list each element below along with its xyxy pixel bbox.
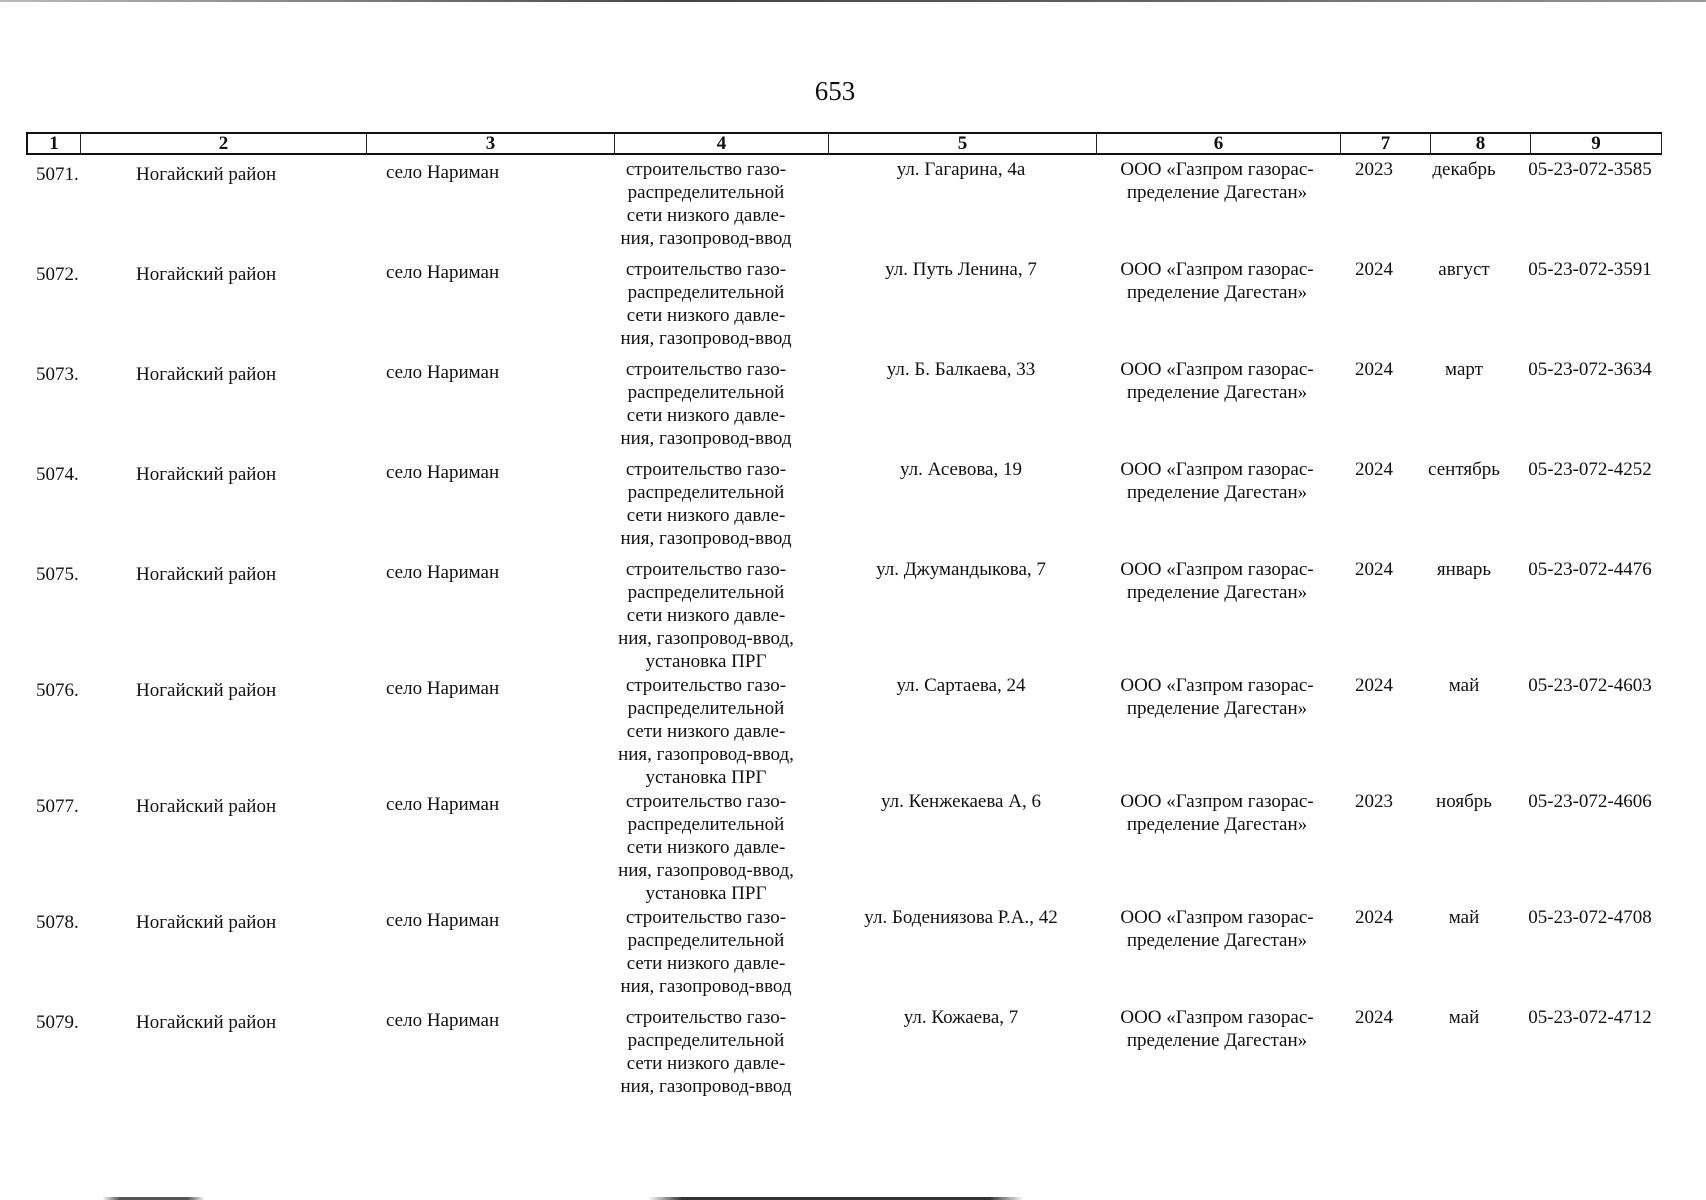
organization-line: ООО «Газпром газорас- [1120,907,1314,928]
work-cell [586,674,826,789]
work-line: сети низкого давле- [626,205,786,226]
month-cell: сентябрь [1428,459,1500,480]
row-number: 5075. [36,564,79,585]
code-cell: 05-23-072-3591 [1528,259,1652,280]
work-line: ния, газопровод-ввод [620,328,792,349]
organization-line: ООО «Газпром газорас- [1120,259,1314,280]
organization-cell [1092,906,1342,952]
month-cell: май [1448,907,1480,928]
work-line: строительство газо- [625,359,787,380]
row-number: 5077. [36,796,79,817]
row-number: 5074. [36,464,79,485]
row-number: 5076. [36,680,79,701]
work-line: сети низкого давле- [626,1053,786,1074]
code-cell: 05-23-072-4603 [1528,675,1652,696]
work-cell [586,906,826,998]
work-line: распределительной [627,1030,785,1051]
district-cell: Ногайский район [136,796,277,817]
row-number: 5079. [36,1012,79,1033]
work-cell [586,1006,826,1098]
organization-line: пределение Дагестан» [1126,282,1308,303]
village-cell: село Нариман [386,1010,500,1031]
district-cell: Ногайский район [136,680,277,701]
work-cell [586,358,826,450]
month-cell: март [1445,359,1483,380]
work-line: распределительной [627,930,785,951]
organization-line: пределение Дагестан» [1126,382,1308,403]
address-cell: ул. Б. Балкаева, 33 [886,359,1036,380]
year-cell: 2024 [1355,907,1393,928]
work-line: распределительной [627,482,785,503]
month-cell: май [1448,675,1480,696]
column-header-3: 3 [366,134,614,153]
organization-line: ООО «Газпром газорас- [1120,791,1314,812]
organization-line: ООО «Газпром газорас- [1120,159,1314,180]
work-line: ния, газопровод-ввод [620,228,792,249]
district-cell: Ногайский район [136,912,277,933]
work-line: установка ПРГ [645,767,767,788]
column-header-8: 8 [1430,134,1530,153]
organization-cell [1092,158,1342,204]
address-cell: ул. Асевова, 19 [900,459,1022,480]
column-header-6: 6 [1096,134,1340,153]
work-line: ния, газопровод-ввод, [618,628,794,649]
work-line: ния, газопровод-ввод, [618,860,794,881]
district-cell: Ногайский район [136,1012,277,1033]
organization-cell [1092,674,1342,720]
code-cell: 05-23-072-4606 [1528,791,1652,812]
organization-line: пределение Дагестан» [1126,482,1308,503]
column-header-2: 2 [80,134,366,153]
district-cell: Ногайский район [136,264,277,285]
village-cell: село Нариман [386,462,500,483]
work-line: ния, газопровод-ввод [620,428,792,449]
year-cell: 2024 [1355,559,1393,580]
district-cell: Ногайский район [136,564,277,585]
year-cell: 2023 [1355,791,1393,812]
code-cell: 05-23-072-4476 [1528,559,1652,580]
work-line: распределительной [627,814,785,835]
work-cell [586,458,826,550]
work-line: строительство газо- [625,675,787,696]
organization-cell [1092,258,1342,304]
organization-cell [1092,558,1342,604]
organization-line: пределение Дагестан» [1126,182,1308,203]
work-line: распределительной [627,582,785,603]
work-line: сети низкого давле- [626,305,786,326]
organization-line: пределение Дагестан» [1126,930,1308,951]
work-line: ния, газопровод-ввод [620,1076,792,1097]
organization-line: ООО «Газпром газорас- [1120,359,1314,380]
work-line: распределительной [627,182,785,203]
address-cell: ул. Бодениязова Р.А., 42 [864,907,1058,928]
organization-line: ООО «Газпром газорас- [1120,675,1314,696]
work-line: ния, газопровод-ввод [620,528,792,549]
organization-cell [1092,790,1342,836]
organization-line: ООО «Газпром газорас- [1120,1007,1314,1028]
organization-line: ООО «Газпром газорас- [1120,459,1314,480]
row-number: 5071. [36,164,79,185]
organization-cell [1092,458,1342,504]
work-line: строительство газо- [625,1007,787,1028]
year-cell: 2024 [1355,259,1393,280]
work-line: распределительной [627,698,785,719]
row-number: 5072. [36,264,79,285]
column-header-9: 9 [1530,134,1662,153]
column-header-7: 7 [1340,134,1430,153]
code-cell: 05-23-072-4708 [1528,907,1652,928]
year-cell: 2023 [1355,159,1393,180]
month-cell: ноябрь [1436,791,1492,812]
work-line: строительство газо- [625,791,787,812]
district-cell: Ногайский район [136,164,277,185]
work-line: сети низкого давле- [626,505,786,526]
work-line: сети низкого давле- [626,405,786,426]
work-cell [586,158,826,250]
village-cell: село Нариман [386,910,500,931]
work-line: строительство газо- [625,159,787,180]
work-line: сети низкого давле- [626,837,786,858]
work-line: ния, газопровод-ввод, [618,744,794,765]
work-line: распределительной [627,382,785,403]
column-header-4: 4 [614,134,828,153]
work-line: сети низкого давле- [626,721,786,742]
work-line: распределительной [627,282,785,303]
address-cell: ул. Путь Ленина, 7 [885,259,1037,280]
code-cell: 05-23-072-3585 [1528,159,1652,180]
code-cell: 05-23-072-4712 [1528,1007,1652,1028]
organization-cell [1092,358,1342,404]
month-cell: май [1448,1007,1480,1028]
address-cell: ул. Кожаева, 7 [903,1007,1019,1028]
column-header-5: 5 [828,134,1096,153]
village-cell: село Нариман [386,262,500,283]
village-cell: село Нариман [386,794,500,815]
month-cell: январь [1436,559,1492,580]
work-cell [586,790,826,905]
village-cell: село Нариман [386,162,500,183]
work-line: строительство газо- [625,259,787,280]
work-line: строительство газо- [625,559,787,580]
month-cell: август [1438,259,1490,280]
month-cell: декабрь [1432,159,1496,180]
year-cell: 2024 [1355,675,1393,696]
work-cell [586,558,826,673]
scan-edge [0,0,1706,2]
organization-line: пределение Дагестан» [1126,814,1308,835]
work-line: сети низкого давле- [626,605,786,626]
organization-line: пределение Дагестан» [1126,698,1308,719]
table-header [26,132,1662,155]
year-cell: 2024 [1355,459,1393,480]
organization-line: ООО «Газпром газорас- [1120,559,1314,580]
village-cell: село Нариман [386,562,500,583]
year-cell: 2024 [1355,1007,1393,1028]
work-line: ния, газопровод-ввод [620,976,792,997]
work-cell [586,258,826,350]
organization-line: пределение Дагестан» [1126,582,1308,603]
organization-line: пределение Дагестан» [1126,1030,1308,1051]
address-cell: ул. Сартаева, 24 [896,675,1026,696]
address-cell: ул. Гагарина, 4а [896,159,1026,180]
work-line: строительство газо- [625,907,787,928]
year-cell: 2024 [1355,359,1393,380]
row-number: 5073. [36,364,79,385]
row-number: 5078. [36,912,79,933]
village-cell: село Нариман [386,678,500,699]
work-line: установка ПРГ [645,883,767,904]
page-number: 653 [814,76,856,106]
address-cell: ул. Джумандыкова, 7 [876,559,1046,580]
column-header-1: 1 [26,134,80,153]
work-line: установка ПРГ [645,651,767,672]
address-cell: ул. Кенжекаева А, 6 [881,791,1041,812]
code-cell: 05-23-072-3634 [1528,359,1652,380]
work-line: строительство газо- [625,459,787,480]
organization-cell [1092,1006,1342,1052]
code-cell: 05-23-072-4252 [1528,459,1652,480]
district-cell: Ногайский район [136,464,277,485]
work-line: сети низкого давле- [626,953,786,974]
village-cell: село Нариман [386,362,500,383]
district-cell: Ногайский район [136,364,277,385]
